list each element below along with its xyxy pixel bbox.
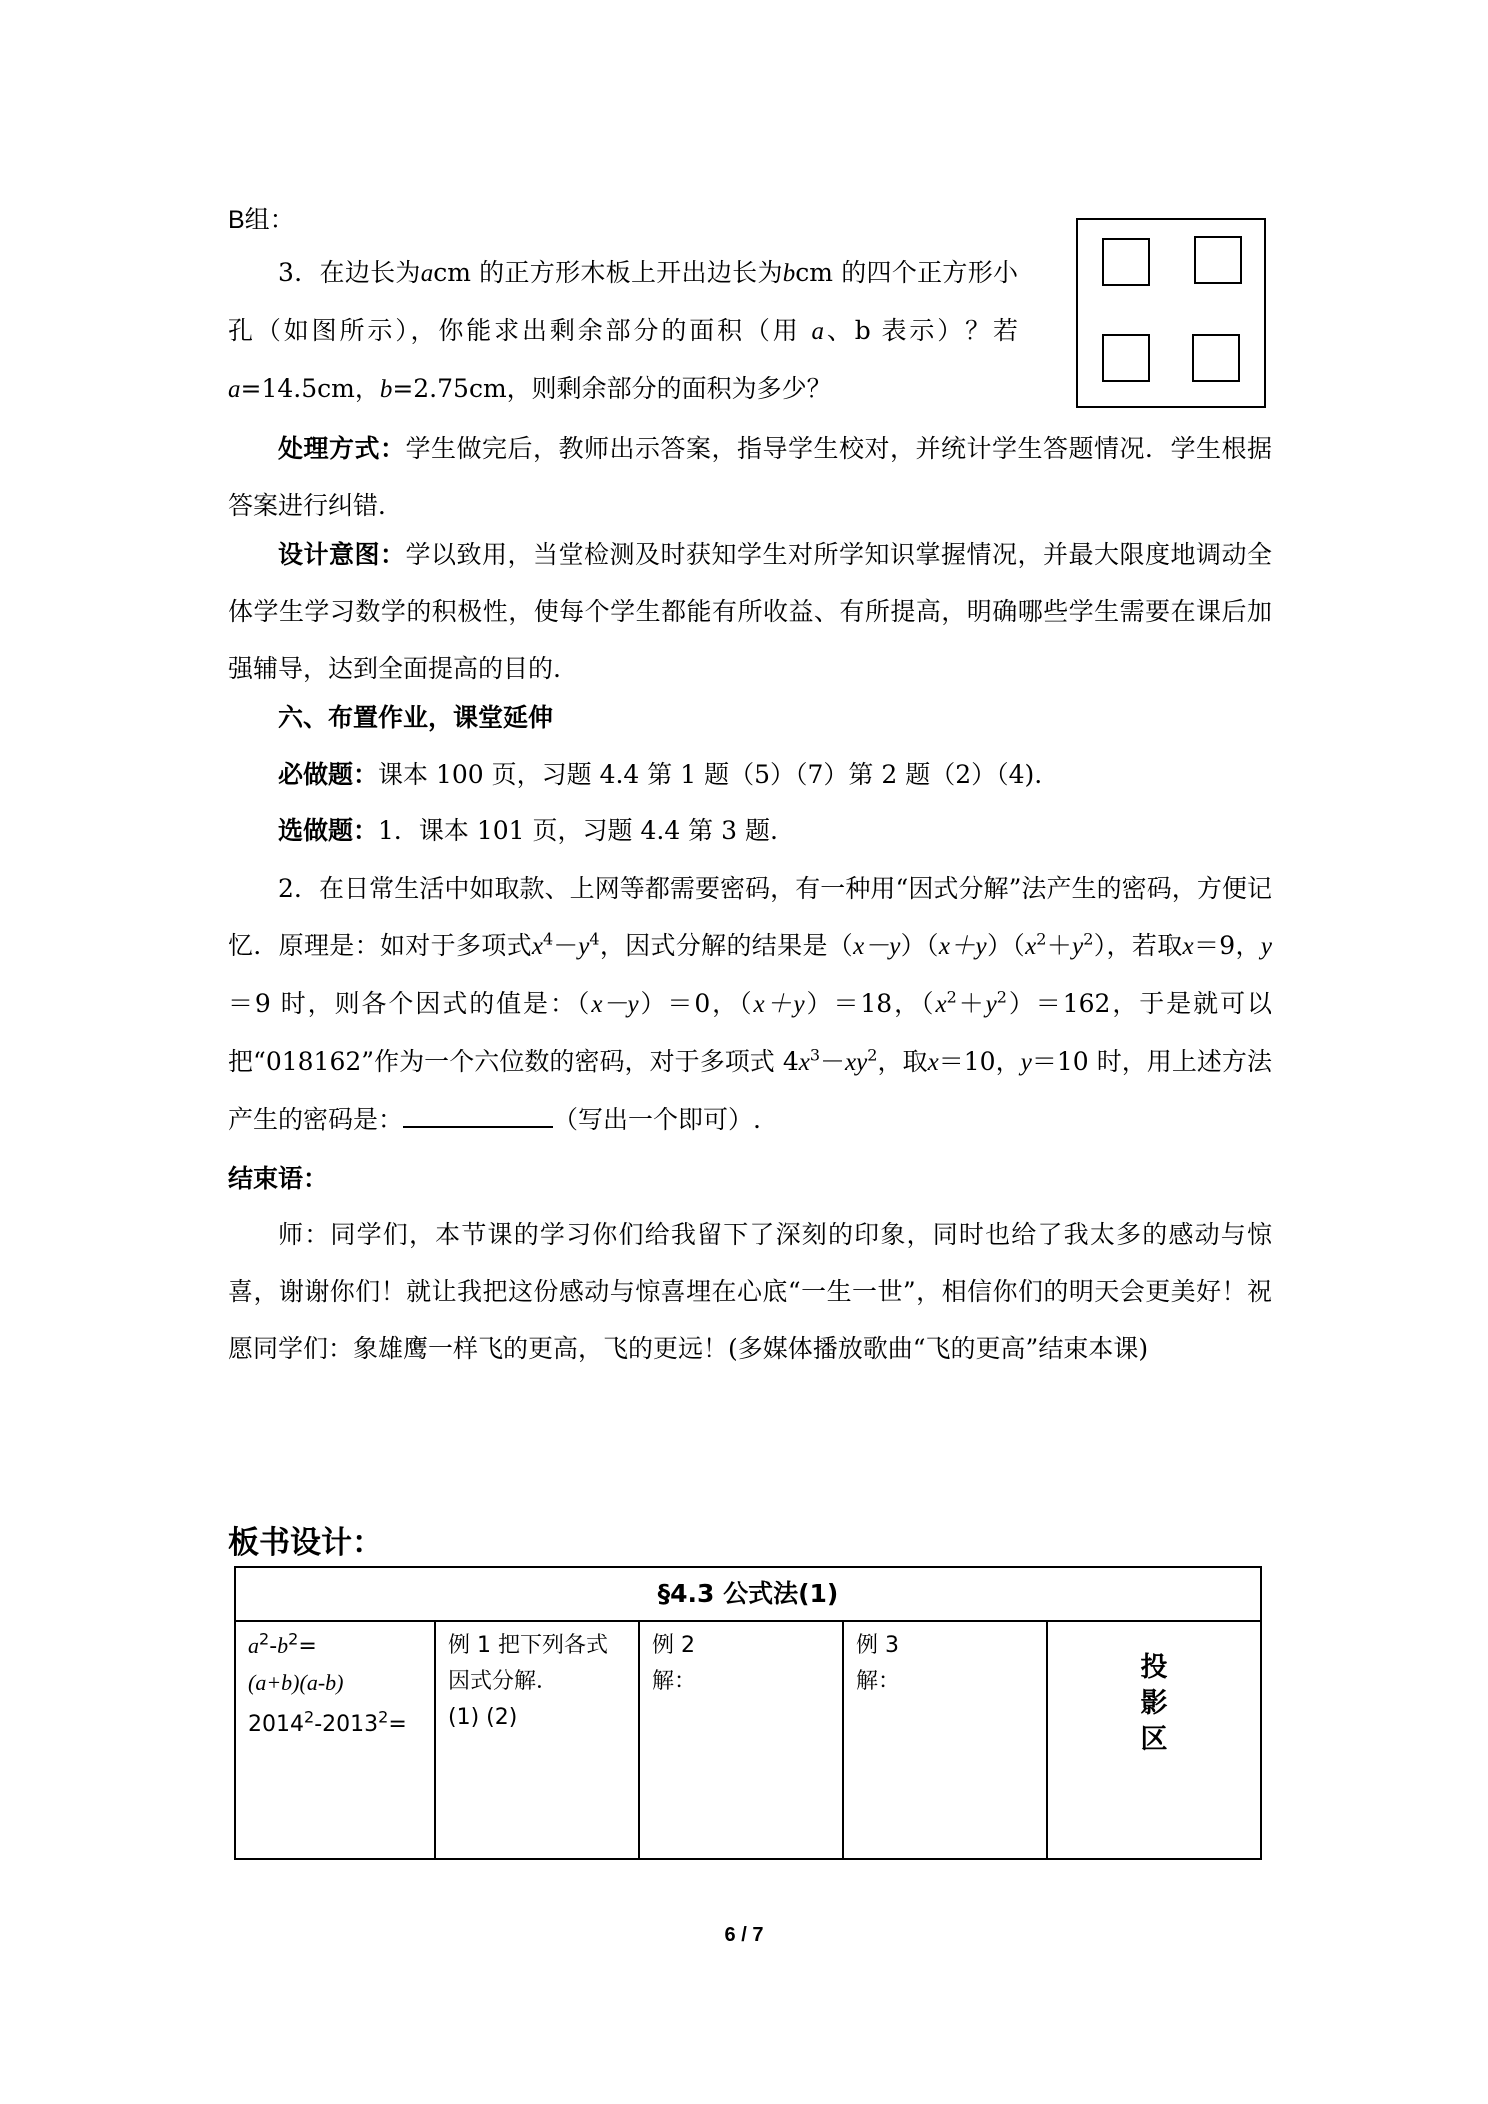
section-6-heading: 六、布置作业，课堂延伸 xyxy=(278,704,554,732)
closing-paragraph: 师：同学们，本节课的学习你们给我留下了深刻的印象，同时也给了我太多的感动与惊喜，谢谢你们！就让我把这份感动与惊喜埋在心底“一生一世”，相信你们的明天会更美好！祝愿同学们：象雄鹰一样飞的更高，飞的更远！(多媒体播放歌曲“飞的更高”结束本课) xyxy=(228,1220,1272,1363)
hole-bottom-right xyxy=(1192,334,1240,382)
design-paragraph: 设计意图：学以致用，当堂检测及时获知学生对所学知识掌握情况，并最大限度地调动全体学生学习数学的积极性，使每个学生都能有所收益、有所提高，明确哪些学生需要在课后加强辅导，达到全面提高的目的. xyxy=(228,540,1272,683)
board-col-formula: $a^2-b^2=$ (a+b)(a-b) $2014^2-2013^2=$ xyxy=(235,1621,435,1859)
square-board-figure xyxy=(1076,218,1266,408)
board-heading: §4.3 公式法(1) xyxy=(235,1567,1261,1621)
board-col-projection: 投 影 区 xyxy=(1047,1621,1261,1859)
board-design-table xyxy=(234,1566,1262,1860)
page-number: 6 / 7 xyxy=(724,1924,764,1946)
board-design-title: 板书设计： xyxy=(228,1525,383,1561)
optional-homework: 选做题：1．课本 101 页，习题 4.4 第 3 题. xyxy=(278,816,778,845)
group-label: B组： xyxy=(228,206,295,234)
board-col-example2: 例 2 解： xyxy=(639,1621,843,1859)
problem-3: 3．在边长为acm 的正方形木板上开出边长为bcm 的四个正方形小孔（如图所示），你能求出剩余部分的面积（用 a、b 表示）？若 a=14.5cm，b=2.75cm，则剩余部分的面积为多少？ xyxy=(228,258,1019,403)
closing-label: 结束语： xyxy=(228,1164,329,1193)
hole-top-left xyxy=(1102,238,1150,286)
board-col-example1: 例 1 把下列各式因式分解． (1) (2) xyxy=(435,1621,639,1859)
process-paragraph: 处理方式：学生做完后，教师出示答案，指导学生校对，并统计学生答题情况．学生根据答案进行纠错． xyxy=(228,434,1272,520)
hole-bottom-left xyxy=(1102,334,1150,382)
password-problem: 2．在日常生活中如取款、上网等都需要密码，有一种用“因式分解”法产生的密码，方便记忆．原理是：如对于多项式$x^4-y^4$，因式分解的结果是$(x-y)(x+y)(x^2+y^2)$，若取x＝9，y＝9 时，则各个因式的值是：（x－y）＝0，（x＋y）＝18，$(x^2+y^2)=162$，于是就可以把“018162”作为一个六位数的密码，对于多项式 $4x^3-xy^2$，取x＝10，y＝10 时，用上述方法产生的密码是： （写出一个即可）. xyxy=(228,874,1273,1134)
board-col-example3: 例 3 解： xyxy=(843,1621,1047,1859)
required-homework: 必做题：课本 100 页，习题 4.4 第 1 题（5）（7）第 2 题（2）（4). xyxy=(278,760,1043,789)
hole-top-right xyxy=(1194,236,1242,284)
answer-blank[interactable] xyxy=(403,1104,553,1128)
